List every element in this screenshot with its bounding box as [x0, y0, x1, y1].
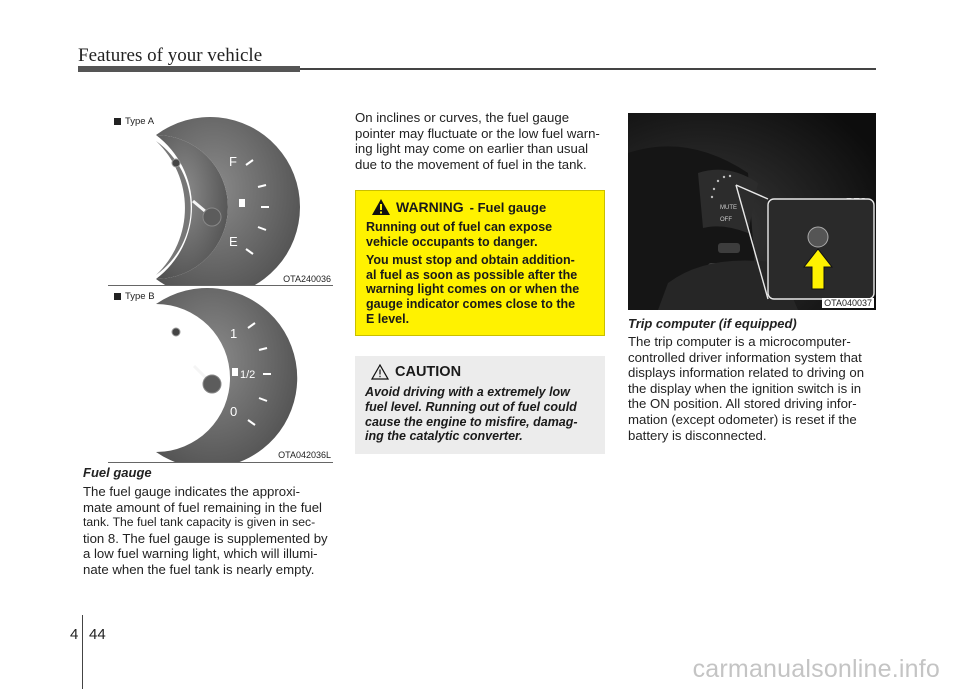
text-line: E level.: [366, 311, 410, 326]
text-line: al fuel as soon as possible after the: [366, 267, 578, 282]
text-line: displays information related to driving on: [628, 365, 865, 381]
warning-subtitle: - Fuel gauge: [469, 199, 547, 215]
gauge-f-label: F: [229, 154, 237, 169]
text-line: mate amount of fuel remaining in the fuel: [83, 499, 322, 515]
section-heading-fuel-gauge: Fuel gauge: [83, 465, 152, 480]
figure-separator: [108, 285, 333, 286]
caution-triangle-icon: [371, 364, 389, 380]
figure-separator: [108, 462, 333, 463]
chapter-number: 4: [70, 626, 79, 643]
text-line: controlled driver information system that: [628, 349, 862, 365]
text-line: Running out of fuel can expose: [366, 220, 553, 234]
gauge-e-label: E: [229, 234, 238, 249]
caution-title: [371, 364, 597, 380]
text-line: due to the movement of fuel in the tank.: [355, 156, 587, 172]
warning-paragraph-2: [366, 253, 596, 326]
figure-code: OTA040037: [824, 298, 872, 308]
text-line: gauge indicator comes close to the: [366, 296, 576, 311]
text-line: warning light comes on or when the: [366, 282, 580, 297]
svg-text:MUTE: MUTE: [720, 205, 737, 211]
figure-type-a: [108, 113, 333, 285]
warning-box: [355, 190, 605, 336]
text-line: battery is disconnected.: [628, 427, 767, 443]
figure-tag-label: Type A: [125, 116, 155, 127]
gauge-zero-label: 0: [230, 404, 238, 419]
text-line: The fuel gauge indicates the approxi-: [83, 484, 301, 499]
text-line: tank. The fuel tank capacity is given in sec-: [83, 515, 316, 530]
footer-divider: [82, 615, 83, 689]
fuel-gauge-type-a-illustration: [108, 113, 333, 285]
warning-triangle-icon: [372, 199, 390, 215]
caution-label: CAUTION: [395, 364, 462, 380]
warning-paragraph-1: [366, 220, 596, 249]
figure-type-b: [108, 288, 333, 462]
gauge-needle-hub: [203, 375, 221, 393]
header-accent-bar: [78, 66, 300, 72]
text-line: tion 8. The fuel gauge is supplemented by: [83, 530, 328, 546]
text-line: On inclines or curves, the fuel gauge: [355, 110, 570, 125]
text-line: the display when the ignition switch is in: [628, 380, 862, 396]
page-number: 44: [89, 626, 106, 643]
gauge-indicator-dot: [172, 328, 180, 336]
text-line: cause the engine to misfire, damag-: [365, 414, 578, 429]
gauge-one-label: 1: [230, 326, 238, 341]
text-line: ing the catalytic converter.: [365, 429, 523, 444]
incline-note-paragraph: [355, 110, 606, 172]
fuel-pump-icon: [232, 368, 238, 376]
figure-code: OTA042036L: [278, 450, 331, 460]
text-line: Avoid driving with a extremely low: [365, 385, 570, 399]
caution-box: [355, 356, 605, 454]
svg-text:OFF: OFF: [720, 217, 732, 223]
page-header-title: Features of your vehicle: [78, 45, 263, 66]
watermark: carmanualsonline.info: [692, 655, 940, 683]
warning-title: [372, 199, 596, 215]
text-line: The trip computer is a microcomputer-: [628, 334, 851, 349]
trip-computer-paragraph: [628, 334, 878, 443]
text-line: a low fuel warning light, which will illumi-: [83, 546, 318, 562]
gauge-indicator-dot: [172, 159, 180, 167]
fuel-gauge-paragraph: [83, 484, 335, 578]
fuel-gauge-type-b-illustration: [108, 288, 333, 462]
figure-code: OTA240036: [283, 274, 331, 284]
text-line: ing light may come on earlier than usual: [355, 141, 589, 157]
text-line: the ON position. All stored driving infor-: [628, 396, 857, 412]
figure-trip-computer: [628, 113, 876, 310]
gauge-needle-hub: [203, 208, 221, 226]
section-heading-trip-computer: Trip computer (if equipped): [628, 316, 797, 331]
gauge-half-label: 1/2: [240, 369, 256, 381]
text-line: nate when the fuel tank is nearly empty.: [83, 561, 315, 577]
steering-wheel-photo-illustration: [628, 113, 876, 310]
text-line: pointer may fluctuate or the low fuel warn-: [355, 125, 600, 141]
text-line: mation (except odometer) is reset if the: [628, 411, 857, 427]
trip-button-circle: [808, 227, 828, 247]
text-line: fuel level. Running out of fuel could: [365, 399, 577, 414]
figure-tag-label: Type B: [125, 291, 155, 302]
text-line: vehicle occupants to danger.: [366, 234, 538, 249]
caution-paragraph: [365, 385, 597, 444]
warning-label: WARNING: [396, 199, 464, 215]
fuel-pump-icon: [239, 199, 245, 207]
text-line: You must stop and obtain addition-: [366, 253, 575, 268]
